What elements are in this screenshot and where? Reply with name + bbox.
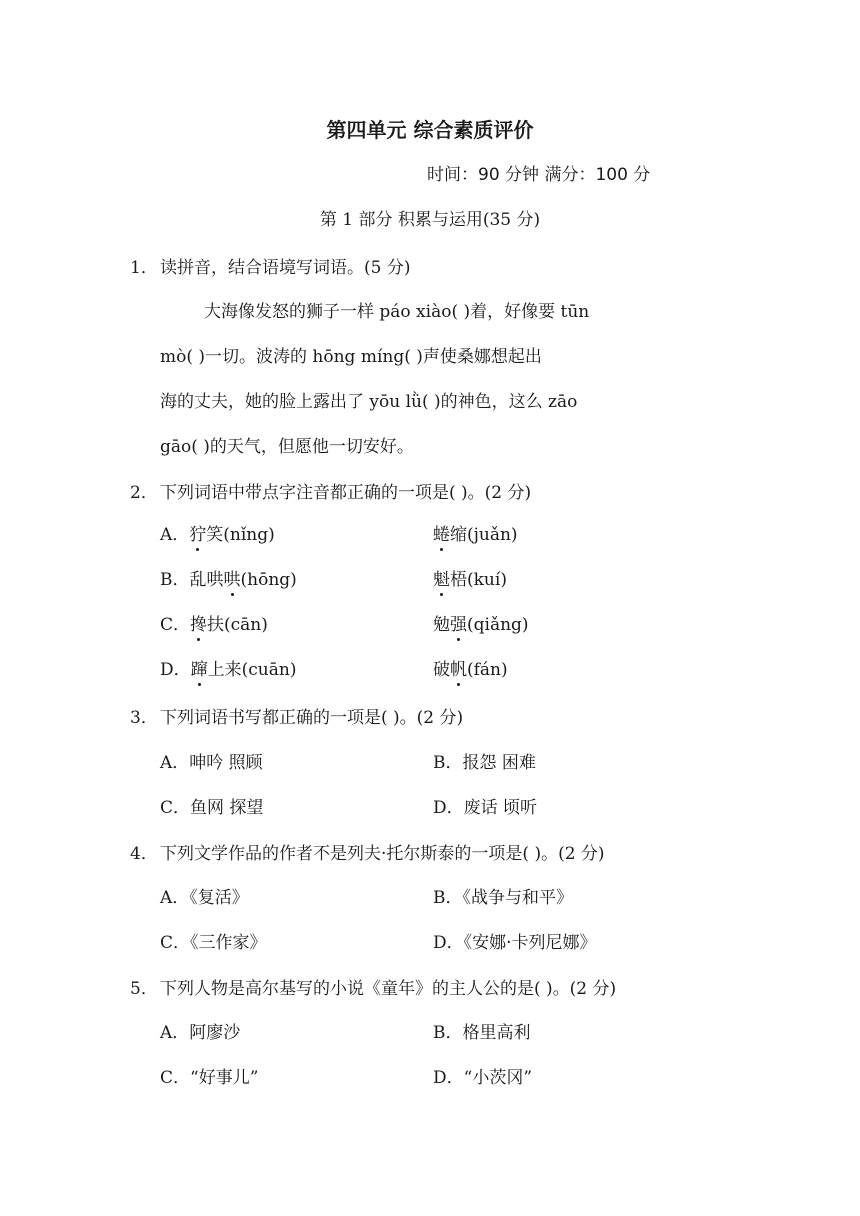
option-text: 勉: [433, 615, 450, 635]
option-right: [433, 520, 518, 545]
exam-meta: 时间：90 分钟 满分：100 分: [427, 165, 651, 185]
option-right: [433, 655, 508, 680]
page-title: 第四单元 综合素质评价: [326, 118, 534, 142]
option-left: C．“好事儿”: [160, 1068, 259, 1088]
option-right: D．“小茨冈”: [433, 1068, 533, 1088]
option-left: A．呻吟 照顾: [160, 753, 263, 773]
option-label: D．: [160, 660, 191, 680]
passage-line: 海的丈夫，她的脸上露出了 yōu lǜ( )的神色，这么 zāo: [160, 392, 578, 412]
dotted-char: 狞: [189, 525, 207, 545]
option-left: A．《复活》: [160, 888, 249, 908]
passage-line: mò( )一切。波涛的 hōng míng( )声使桑娜想起出: [160, 347, 542, 367]
question-number: 4．: [130, 844, 158, 864]
option-right: D．《安娜·卡列尼娜》: [433, 933, 597, 953]
option-left: [160, 520, 275, 545]
option-label: B．: [160, 570, 190, 590]
option-left: [160, 655, 296, 680]
option-text: (hōng): [240, 570, 297, 590]
question-stem: 读拼音，结合语境写词语。(5 分): [160, 258, 411, 278]
option-left: A．阿廖沙: [160, 1023, 241, 1043]
dotted-char: 搀: [190, 615, 208, 635]
dotted-char: 蜷: [433, 525, 450, 545]
passage-line: 大海像发怒的狮子一样 páo xiào( )着，好像要 tūn: [204, 302, 590, 322]
option-text: 缩(juǎn): [450, 525, 518, 545]
dotted-char: 哄: [223, 570, 241, 590]
option-text: (fán): [467, 660, 508, 680]
question-number: 1．: [130, 258, 158, 278]
option-right: [433, 610, 529, 635]
option-right: D．废话 顷听: [433, 798, 538, 818]
option-right: B．《战争与和平》: [433, 888, 573, 908]
option-text: 笑(nǐng): [206, 525, 275, 545]
option-left: C．《三作家》: [160, 933, 267, 953]
question-stem: 下列人物是高尔基写的小说《童年》的主人公的是( )。(2 分): [160, 979, 617, 999]
option-right: B．格里高利: [433, 1023, 531, 1043]
option-right: [433, 565, 507, 590]
question-stem: 下列词语中带点字注音都正确的一项是( )。(2 分): [160, 483, 532, 503]
option-text: (qiǎng): [467, 615, 529, 635]
option-label: C．: [160, 615, 191, 635]
question-number: 2．: [130, 483, 158, 503]
option-text: 上来(cuān): [207, 660, 297, 680]
dotted-char: 强: [450, 615, 467, 635]
dotted-char: 帆: [450, 660, 467, 680]
option-text: 梧(kuí): [450, 570, 507, 590]
option-left: [160, 610, 268, 635]
option-label: A．: [160, 525, 190, 545]
section-heading: 第 1 部分 积累与运用(35 分): [319, 210, 541, 230]
question-number: 5．: [130, 979, 158, 999]
option-text: 破: [433, 660, 450, 680]
option-text: 扶(cān): [207, 615, 268, 635]
option-text: 乱哄: [189, 570, 224, 590]
option-left: C．鱼网 探望: [160, 798, 264, 818]
option-right: B．报怨 困难: [433, 753, 536, 773]
passage-line: gāo( )的天气，但愿他一切安好。: [160, 437, 414, 457]
question-number: 3．: [130, 708, 158, 728]
dotted-char: 蹿: [190, 660, 208, 680]
question-stem: 下列文学作品的作者不是列夫·托尔斯泰的一项是( )。(2 分): [160, 844, 605, 864]
option-left: [160, 565, 297, 590]
question-stem: 下列词语书写都正确的一项是( )。(2 分): [160, 708, 464, 728]
dotted-char: 魁: [433, 570, 450, 590]
